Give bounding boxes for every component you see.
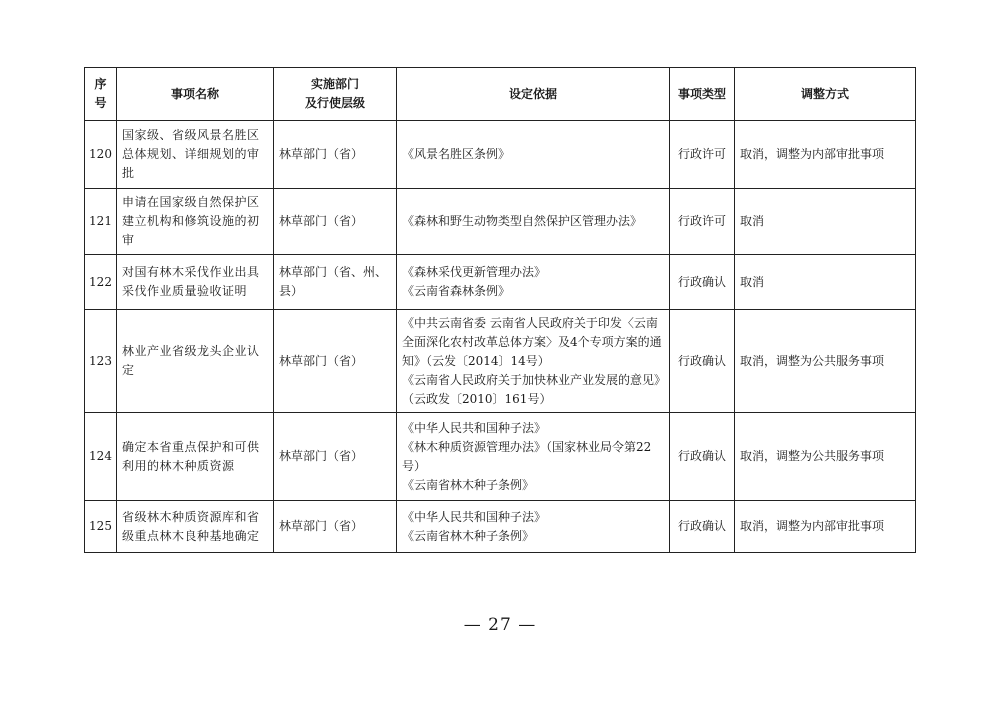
header-no-line2: 号 [94,96,107,110]
adjust-method: 取消，调整为公共服务事项 [735,310,916,413]
header-adjust: 调整方式 [735,68,916,121]
legal-basis [397,310,670,413]
item-type: 行政许可 [670,189,735,255]
item-name: 林业产业省级龙头企业认定 [117,310,274,413]
adjust-method: 取消，调整为公共服务事项 [735,413,916,501]
header-no-line1: 序 [94,77,107,91]
row-number: 125 [85,501,117,553]
row-number: 122 [85,255,117,310]
adjust-method: 取消 [735,255,916,310]
item-name: 省级林木种质资源库和省级重点林木良种基地确定 [117,501,274,553]
implementing-dept: 林草部门（省） [274,189,397,255]
basis-line: 《森林采伐更新管理办法》 [402,265,547,279]
legal-basis [397,255,670,310]
implementing-dept: 林草部门（省） [274,501,397,553]
basis-line: 《风景名胜区条例》 [402,147,511,161]
item-name: 确定本省重点保护和可供利用的林木种质资源 [117,413,274,501]
basis-line: 《中华人民共和国种子法》 [402,509,547,524]
adjust-method: 取消 [735,189,916,255]
row-number: 120 [85,121,117,189]
basis-line: 《中共云南省委 云南省人民政府关于印发〈云南全面深化农村改革总体方案〉及4个专项方案的通知》（云发〔2014〕14号） [402,315,662,368]
table-row [85,413,916,501]
item-name: 对国有林木采伐作业出具采伐作业质量验收证明 [117,255,274,310]
header-name: 事项名称 [117,68,274,121]
basis-line: 《云南省林木种子条例》 [402,477,535,492]
implementing-dept: 林草部门（省） [274,121,397,189]
row-number: 124 [85,413,117,501]
legal-basis [397,413,670,501]
header-basis: 设定依据 [397,68,670,121]
row-number: 123 [85,310,117,413]
basis-line: 《森林和野生动物类型自然保护区管理办法》 [402,214,643,228]
header-no [85,68,117,121]
header-type: 事项类型 [670,68,735,121]
basis-line: 《云南省林木种子条例》 [402,528,535,543]
table-row [85,310,916,413]
page-number: — 27 — [463,615,537,635]
legal-basis [397,121,670,189]
header-dept [274,68,397,121]
implementing-dept: 林草部门（省、州、县） [274,255,397,310]
implementing-dept: 林草部门（省） [274,413,397,501]
basis-line: 《林木种质资源管理办法》（国家林业局令第22号） [402,439,652,473]
header-row [85,68,916,121]
header-dept-line1: 实施部门 [310,77,359,91]
basis-line: 《云南省森林条例》 [402,284,511,298]
item-type: 行政确认 [670,310,735,413]
header-dept-line2: 及行使层级 [304,96,365,110]
legal-basis [397,189,670,255]
item-name: 申请在国家级自然保护区建立机构和修筑设施的初审 [117,189,274,255]
item-type: 行政确认 [670,501,735,553]
item-type: 行政确认 [670,413,735,501]
table-row [85,189,916,255]
basis-line: 《云南省人民政府关于加快林业产业发展的意见》（云政发〔2010〕161号） [402,372,661,406]
basis-line: 《中华人民共和国种子法》 [402,420,547,435]
table-row [85,121,916,189]
item-name: 国家级、省级风景名胜区总体规划、详细规划的审批 [117,121,274,189]
table-row [85,501,916,553]
implementing-dept: 林草部门（省） [274,310,397,413]
items-table [84,67,916,553]
legal-basis [397,501,670,553]
row-number: 121 [85,189,117,255]
table-row [85,255,916,310]
item-type: 行政许可 [670,121,735,189]
adjust-method: 取消，调整为内部审批事项 [735,501,916,553]
adjust-method: 取消，调整为内部审批事项 [735,121,916,189]
item-type: 行政确认 [670,255,735,310]
